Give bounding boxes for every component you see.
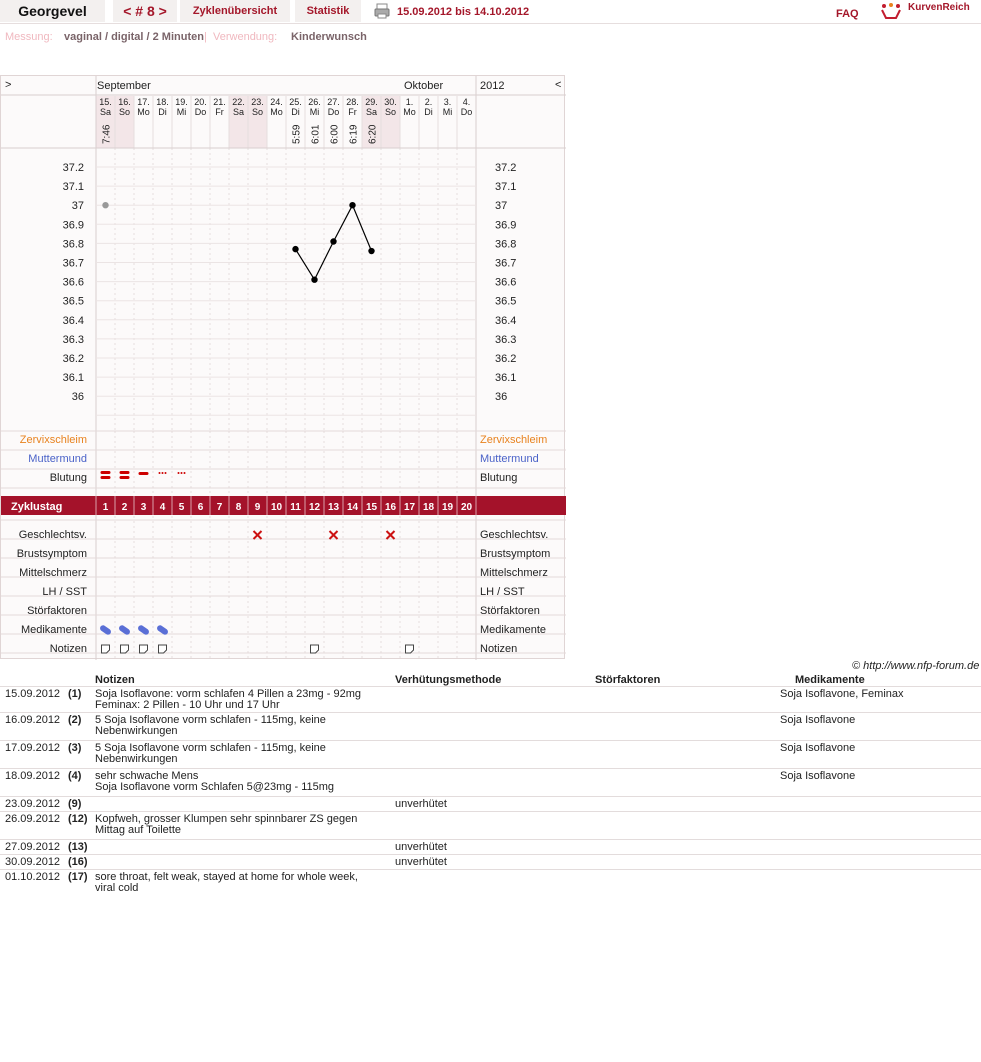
bleeding-mark [165,472,167,474]
y-tick-label: 36.7 [62,257,84,270]
use-value: Kinderwunsch [291,31,367,43]
notes-table-row [0,768,981,797]
temperature-point [368,248,374,254]
date-label: 28. [346,97,359,107]
bleeding-mark [101,476,111,479]
y-tick-label: 37 [71,200,84,213]
weekday-label: Di [291,107,300,117]
date-label: 2. [424,97,433,107]
y-tick-label: 36.9 [62,219,84,232]
y-tick-label: 36.5 [62,295,84,308]
cycle-day-number: 18 [422,502,435,513]
note-icon[interactable] [311,645,319,653]
temperature-point [292,246,298,252]
date-label: 17. [137,97,150,107]
y-tick-label-right: 37.1 [495,181,517,194]
cycle-day-number: 7 [216,502,223,513]
time-label: 5:59 [291,124,303,144]
date-label: 4. [462,97,471,107]
notes-table-row [0,796,981,812]
cycle-day-number: 13 [327,502,340,513]
notes-table-row [0,811,981,840]
temperature-point [102,202,108,208]
date-range: 15.09.2012 bis 14.10.2012 [397,6,530,18]
row-label-lh: LH / SST [42,586,87,598]
row-label-bleeding-right: Blutung [480,472,518,484]
temperature-point [349,202,355,208]
note-cycle-day: (16) [68,856,88,868]
note-icon[interactable] [121,645,129,653]
cycle-day-number: 4 [159,502,166,513]
weekday-label: Mi [442,107,453,117]
row-label-cervix-pos-right: Muttermund [480,453,539,465]
cycle-day-number: 2 [121,502,128,513]
separator: | [204,31,207,43]
note-date: 18.09.2012 [5,770,61,782]
y-tick-label-right: 36.8 [495,238,517,251]
note-text-line2: Feminax: 2 Pillen - 10 Uhr und 17 Uhr [95,699,280,711]
cycle-day-number: 12 [308,502,321,513]
note-text: Soja Isoflavone: vorm schlafen 4 Pillen a 23mg - 92mg [95,688,361,700]
date-label: 25. [289,97,302,107]
note-cycle-day: (4) [68,770,82,782]
row-label-notes: Notizen [49,643,87,655]
note-cycle-day: (13) [68,841,88,853]
date-label: 20. [194,97,207,107]
time-label: 7:46 [101,124,113,144]
bleeding-mark [101,471,111,474]
y-tick-label-right: 37 [495,200,508,213]
faq-link[interactable]: FAQ [836,8,859,20]
note-date: 27.09.2012 [5,841,61,853]
row-label-notes-right: Notizen [480,643,518,655]
weekday-label: So [384,107,397,117]
date-label: 1. [405,97,414,107]
date-label: 19. [175,97,188,107]
note-date: 15.09.2012 [5,688,61,700]
header-notes: Notizen [95,674,135,686]
bleeding-mark [178,472,180,474]
time-label: 6:01 [310,124,322,144]
weekday-label: Mi [176,107,187,117]
bleeding-mark [162,472,164,474]
note-text-line2: Nebenwirkungen [95,725,178,737]
note-icon[interactable] [406,645,414,653]
weekday-label: Mo [270,107,283,117]
row-label-meds-right: Medikamente [480,624,547,636]
weekday-label: Di [158,107,167,117]
row-label-lh-right: LH / SST [480,586,525,598]
row-label-mittelschmerz: Mittelschmerz [19,567,87,579]
temperature-point [311,276,317,282]
weekday-label: Sa [232,107,245,117]
cycle-day-number: 11 [290,502,301,513]
tab-cycle-overview[interactable]: Zyklenübersicht [180,0,290,22]
note-cycle-day: (1) [68,688,82,700]
y-tick-label: 37.1 [62,181,84,194]
temperature-point [330,238,336,244]
cycle-nav[interactable]: < # 8 > [113,0,177,22]
y-tick-label-right: 36.3 [495,333,517,346]
row-label-sex: Geschlechtsv. [18,529,87,541]
note-cycle-day: (9) [68,798,82,810]
kurvenreich-logo-icon[interactable] [880,2,902,20]
note-meds: Soja Isoflavone [780,742,856,754]
date-label: 30. [384,97,397,107]
top-bar [0,0,981,24]
note-meds: Soja Isoflavone [780,770,856,782]
bleeding-mark [120,471,130,474]
y-tick-label-right: 36.4 [495,314,517,327]
note-date: 01.10.2012 [5,871,61,883]
note-text: sore throat, felt weak, stayed at home for whole week, [95,871,358,883]
weekday-label: Sa [99,107,112,117]
y-tick-label: 36.6 [62,276,84,289]
weekday-label: Do [460,107,473,117]
note-date: 26.09.2012 [5,813,61,825]
cycle-day-number: 10 [270,502,283,513]
note-method: unverhütet [395,856,447,868]
note-text: Kopfweh, grosser Klumpen sehr spinnbarer ZS gegen [95,813,358,825]
printer-icon[interactable] [374,3,390,19]
note-icon[interactable] [159,645,167,653]
note-meds: Soja Isoflavone, Feminax [780,688,904,700]
notes-table-row [0,686,981,713]
cycle-day-number: 8 [235,502,242,513]
note-date: 17.09.2012 [5,742,61,754]
cycle-day-number: 16 [384,502,397,513]
date-label: 18. [156,97,169,107]
note-meds: Soja Isoflavone [780,714,856,726]
note-cycle-day: (3) [68,742,82,754]
cycle-day-number: 20 [460,502,473,513]
cycle-day-number: 19 [441,502,454,513]
cycle-day-number: 5 [178,502,185,513]
tab-statistics[interactable]: Statistik [295,0,361,22]
note-date: 16.09.2012 [5,714,61,726]
cycle-day-number: 1 [102,502,109,513]
time-label: 6:19 [348,124,360,144]
weekday-label: Fr [348,107,357,117]
weekday-label: So [118,107,131,117]
y-tick-label: 36.4 [62,314,84,327]
bleeding-mark [181,472,183,474]
nav-next-button[interactable]: < [555,79,562,91]
weekday-label: Do [327,107,340,117]
y-tick-label-right: 36.6 [495,276,517,289]
bleeding-mark [120,476,130,479]
weekday-label: Mo [137,107,150,117]
notes-table-row [0,854,981,870]
weekday-label: Sa [365,107,378,117]
date-label: 22. [232,97,245,107]
note-text-line2: Nebenwirkungen [95,753,178,765]
notes-table-row [0,869,981,898]
cycle-day-number: 17 [403,502,416,513]
weekday-label: So [251,107,264,117]
row-label-bleeding: Blutung [49,472,87,484]
note-cycle-day: (12) [68,813,88,825]
note-text-line2: viral cold [95,882,139,894]
y-tick-label: 36.2 [62,353,84,365]
y-tick-label-right: 36.9 [495,219,517,232]
note-text-line2: Mittag auf Toilette [95,824,182,836]
cycle-day-bar [1,496,566,515]
note-method: unverhütet [395,841,447,853]
weekday-label: Mi [309,107,320,117]
note-icon[interactable] [140,645,148,653]
notes-table-row [0,712,981,741]
note-date: 30.09.2012 [5,856,61,868]
month-label: September [97,80,151,92]
row-label-sex-right: Geschlechtsv. [480,529,549,541]
date-label: 26. [308,97,321,107]
nav-prev-button[interactable]: > [5,79,12,91]
note-text-line2: Soja Isoflavone vorm Schlafen 5@23mg - 115mg [95,781,335,793]
cycle-day-number: 3 [140,502,147,513]
y-tick-label: 36.1 [62,372,84,385]
use-label: Verwendung: [213,31,278,43]
row-label-cervix-right: Zervixschleim [480,434,548,446]
y-tick-label: 36.8 [62,238,84,251]
bleeding-mark [159,472,161,474]
y-tick-label-right: 37.2 [495,162,517,174]
cycle-day-number: 9 [254,502,261,513]
date-label: 24. [270,97,283,107]
notes-table-row [0,839,981,855]
measure-value: vaginal / digital / 2 Minuten [64,31,204,43]
time-label: 6:20 [367,124,379,144]
note-text: 5 Soja Isoflavone vorm schlafen - 115mg, keine [95,714,326,726]
time-label: 6:00 [329,124,341,144]
note-date: 23.09.2012 [5,798,61,810]
row-label-breast-right: Brustsymptom [480,548,551,560]
y-tick-label-right: 36.5 [495,295,517,308]
cycle-day-number: 6 [197,502,204,513]
copyright-link[interactable]: © http://www.nfp-forum.de [852,660,980,672]
cycle-day-number: 15 [365,502,378,513]
weekday-label: Di [424,107,433,117]
note-method: unverhütet [395,798,447,810]
intercourse-icon [330,531,338,539]
note-cycle-day: (17) [68,871,88,883]
note-icon[interactable] [102,645,110,653]
intercourse-icon [387,531,395,539]
header-meds: Medikamente [795,674,865,686]
row-label-cycle-day: Zyklustag [11,501,63,513]
note-cycle-day: (2) [68,714,82,726]
header-method: Verhütungsmethode [395,674,502,686]
measure-label: Messung: [5,31,53,43]
row-label-disturb: Störfaktoren [27,605,87,617]
row-label-mittelschmerz-right: Mittelschmerz [480,567,548,579]
row-label-breast: Brustsymptom [16,548,87,560]
cycle-chart [0,75,565,659]
weekday-label: Fr [215,107,224,117]
date-label: 16. [118,97,131,107]
header-disturb: Störfaktoren [595,674,661,686]
row-label-disturb-right: Störfaktoren [480,605,540,617]
bleeding-mark [139,472,149,475]
y-tick-label-right: 36.2 [495,353,517,365]
y-tick-label-right: 36.7 [495,257,517,270]
date-label: 29. [365,97,378,107]
y-tick-label-right: 36.1 [495,372,517,385]
cycle-day-number: 14 [346,502,359,513]
date-label: 23. [251,97,264,107]
row-label-meds: Medikamente [20,624,87,636]
y-tick-label: 37.2 [62,162,84,174]
date-label: 15. [99,97,112,107]
notes-table-row [0,740,981,769]
year-label: 2012 [480,80,505,92]
brand-name[interactable]: KurvenReich [908,2,970,13]
date-label: 21. [213,97,226,107]
note-text: sehr schwache Mens [95,770,199,782]
y-tick-label: 36.3 [62,333,84,346]
row-label-cervix-pos: Muttermund [28,453,87,465]
date-label: 27. [327,97,340,107]
note-text: 5 Soja Isoflavone vorm schlafen - 115mg, keine [95,742,326,754]
row-label-cervix: Zervixschleim [19,434,87,446]
intercourse-icon [254,531,262,539]
bleeding-mark [184,472,186,474]
weekday-label: Do [194,107,207,117]
weekday-label: Mo [403,107,416,117]
date-label: 3. [443,97,452,107]
username[interactable]: Georgevel [0,0,105,22]
month-label: Oktober [404,80,444,92]
y-tick-label-right: 36 [495,391,508,404]
y-tick-label: 36 [71,391,84,404]
